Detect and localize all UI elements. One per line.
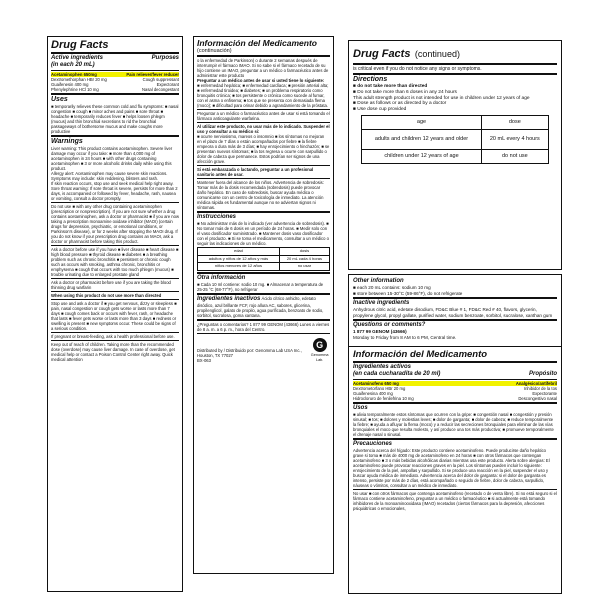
precauciones-text: Advertencia acerca del hígado: Este producto contiene acetaminofeno. Puede producirse daño hepático grave si toma ■ más de 4000 mg de acetaminofeno en 24 horas ■ con otros fármacos que contengan acetaminofeno ■ 3 o más bebidas alcohólicas diarias mientras usa este producto. Alerta sobre alergias: El acetaminofeno puede provocar reacciones graves en la piel. Los síntomas pueden incluir lo siguiente: enrojecimiento de la piel, ampollas y sarpullido. Si se produce una reacción en la piel, suspender el uso y buscar ayuda médica de inmediato. Advertencia acerca del dolor de garganta: si el dolor de garganta es intenso, persiste por más de 2 días, está acompañado o seguido de fiebre, dolor de cabeza, sarpullido, náuseas o vómitos, consultar a un médico de inmediato. <box>353 447 550 488</box>
ask-pharmacist: Preguntar a un médico o farmacéutico antes de usar si está tomando el fármaco anticoagulante warfarina. <box>197 111 330 121</box>
purposes-heading: Purposes <box>151 55 179 61</box>
keep-out-of-reach: Mantener fuera del alcance de los niños. Advertencia de sobredosis: Tomar más de la dosis recomendada (sobredosis) puede provocar daño hepático. En caso de sobredosis, buscar ayuda médica o comunicarse con un centro de toxicología de inmediato. La atención médica rápida es fundamental aunque no se adviertan signos ni síntomas. <box>197 180 324 210</box>
activos-heading: Ingredientes activos <box>353 363 412 370</box>
inactive-ingredients-text: Anhydrous citric acid, edetate disodium, FD&C Blue # 1, FD&C Red # 40, flavors, glycerin, propylene glycol, propyl gallate, purified water, sodium benzoate, sorbitol, sucralose, xanthan gum <box>353 307 553 318</box>
ingredient-name: Acetaminofeno 650 mg <box>353 380 399 386</box>
active-ingredient-row <box>51 87 179 92</box>
table-cell: children under 12 years of age <box>362 149 482 163</box>
active-ingredient-row <box>353 396 557 401</box>
info-medicamento-continuacion-panel <box>193 36 334 574</box>
ask-pharmacist: Ask a doctor or pharmacist before use if you are taking the blood thinning drug warfarin <box>51 280 171 290</box>
direction-item: ■ Use dose cup provided <box>353 107 407 113</box>
direction-item: ■ Dose as follows or as directed by a doctor <box>353 101 447 107</box>
drug-facts-other-info-panel <box>348 274 562 594</box>
divider <box>51 332 179 333</box>
table-row <box>198 255 330 263</box>
table-cell: no usar <box>279 263 329 271</box>
divider <box>51 245 179 246</box>
active-ingredients-heading: Active ingredients <box>51 55 104 61</box>
otra-info-heading: Otra información <box>197 274 246 281</box>
ingredient-purpose: Nasal decongestant <box>141 87 179 92</box>
divider <box>197 319 330 321</box>
genomma-logo-label: Genomma Lab. <box>310 352 329 362</box>
info-subtitle: (continuación) <box>197 48 232 54</box>
drug-facts-continued-label: (continued) <box>414 49 460 59</box>
divider <box>353 63 557 65</box>
ask-doctor: Ask a doctor before use if you have ■ liver disease ■ heart disease ■ high blood pressure ■ thyroid disease ■ diabetes ■ a breathing problem such as chronic bronchitis ■ persistent or chronic cough such as occurs with smoking, asthma chronic, bronchitis or emphysema ■ cough that occurs with too much phlegm (mucus) ■ trouble urinating due to enlarged prostate gland <box>51 247 179 277</box>
table-header-cell: dosis <box>279 248 329 256</box>
ingredient-name: Phenylephrine HCl 10 mg <box>51 87 99 92</box>
pregnant-warning: If pregnant or breast-feeding, ask a health professional before use. <box>51 334 175 339</box>
ingredient-purpose: Expectorante <box>532 390 557 396</box>
ingredient-name: Dextromethorphan HBr 20 mg <box>51 77 107 82</box>
dose-table <box>361 115 549 164</box>
divider <box>51 135 179 137</box>
direction-item: ■ Do not take more than 6 doses in any 24 hours <box>353 89 457 95</box>
ingredient-purpose: Expectorant <box>156 82 179 87</box>
inactivos-text: Ácido cítrico anhidro, edetato disódico, azul brillante FCF, rojo allura AC, sabores, glicerina, propilenglicol, galato de propilo, agua purificada, benzoato de sodio, sorbitol, sucralosa, goma xantana. <box>197 295 324 318</box>
table-cell: adultos y niños de 12 años y más <box>198 255 280 263</box>
table-row <box>362 149 549 163</box>
ask-doctor-list: ■ enfermedad hepática; ■ enfermedad cardíaca; ■ presión arterial alta; ■ enfermedad tiroidea; ■ diabetes; ■ un problema respiratorio como bronquitis crónica; ■ tos persistente o crónica como sucede al fumar, con el asma o enfisema; ■ tos que se presenta con demasiada flema (moco); ■ dificultad para orinar debido a agrandamiento de la próstata. <box>197 83 329 108</box>
questions-hours: Monday to Friday from 8 AM to 6 PM, Central time. <box>353 334 457 340</box>
intro-text: o la enfermedad de Parkinson) o durante 2 semanas después de interrumpir el fármaco IMAO. Si no sabe si el fármaco recetado de su hijo contiene un IMAO, preguntar a un médico o farmacéutico antes de administrar este producto <box>197 58 329 78</box>
ask-doctor-heading: Preguntar a un médico antes de usar si usted tiene lo siguiente: <box>197 78 325 83</box>
when-using-list: ■ ocurre nerviosismo, mareos o insomnio ■ los síntomas no mejoran en el plazo de 7 días o están acompañados por fiebre ■ la fiebre empeora o dura más de 3 días; ■ hay enrojecimiento o hinchazón; ■ se presentan nuevos síntomas; ■ la tos regresa u ocurre con sarpullido o dolor de cabeza que permanece. Estos podrían ser signos de una afección grave. <box>197 134 330 164</box>
instrucciones-heading: Instrucciones <box>197 214 237 220</box>
usos-heading: Usos <box>353 404 368 411</box>
active-ingredients-sub: (in each 20 mL) <box>51 62 95 68</box>
do-not-use: Do not use ■ with any other drug containing acetaminophen (prescription or nonprescription). If you are not sure whether a drug contains acetaminophen, ask a doctor or pharmacist ■ if you are now taking a prescription monoamine oxidase inhibitor (MAOI) (certain drugs for depression, psychiatric, or emotional conditions, or Parkinson's disease), or for 2 weeks after stopping the MAOI drug. If you do not know if your prescription drug contains an MAOI, ask a doctor or pharmacist before taking this product. <box>51 204 179 244</box>
direction-item: ■ do not take more than directed <box>353 84 428 89</box>
divider <box>197 165 330 166</box>
drug-facts-continued-panel <box>348 40 562 270</box>
proposito-heading: Propósito <box>529 370 557 377</box>
table-cell: 20 mL every 4 hours <box>481 129 548 149</box>
divider <box>197 293 330 295</box>
when-using-heading: Al utilizar este producto, no usar más de lo indicado. Suspender el uso y consultar a su médico si: <box>197 124 330 134</box>
dose-table <box>197 247 330 271</box>
pregnancy-warning: Si está embarazada o lactando, preguntar a un profesional sanitario antes de usar. <box>197 167 314 177</box>
inactive-ingredients-heading: Inactive ingredients <box>353 300 410 307</box>
info-medicamento-title: Información del Medicamento <box>353 348 488 360</box>
ingredient-purpose: Cough suppressant <box>142 77 179 82</box>
directions-heading: Directions <box>353 76 388 83</box>
ingredient-purpose: Descongestivo nasal <box>518 395 557 401</box>
questions-phone: 1 877 99 GENOM (43666) <box>353 329 407 335</box>
uses-text: ■ temporarily relieves these common cold and flu symptoms: ■ nasal congestion ■ cough ■ minor aches and pains ■ sore throat ■ headache ■ temporarily reduces fever ■ helps loosen phlegm (mucus) and thin bronchial secretions to rid the bronchial passageways of bothersome mucus and make coughs more productive <box>51 104 179 134</box>
inactivos-heading: Ingredientes inactivos <box>197 295 261 302</box>
ingredient-name: Guaifenesina 400 mg <box>353 390 393 396</box>
preguntas-text: ¿Preguntas o comentarios? 1 877 99 GENOM (43666) Lunes a viernes de 8 a. m. a 6 p. m., hora del Centro. <box>197 321 330 332</box>
divider <box>353 297 557 299</box>
divider <box>197 333 330 334</box>
drug-facts-title: Drug Facts <box>353 48 411 60</box>
table-cell: 20 mL cada 4 horas <box>279 255 329 263</box>
divider <box>353 361 557 363</box>
table-cell: do not use <box>481 149 548 163</box>
divider <box>197 211 330 213</box>
no-usar-text: No usar ■ con otros fármacos que contenga acetaminofeno (recetado o de venta libre). Si no está seguro si el fármaco contiene acetaminofeno, preguntar a un médico o farmacéutico ■ si actualmente está tomando inhibidores de la monoaminooxidasa (IMAO) recetados (ciertos fármacos para la depresión, afecciones psiquiátricas o emocionales, <box>353 490 557 511</box>
warnings-heading: Warnings <box>51 138 83 145</box>
ingredient-purpose: Pain reliever/fever reducer <box>126 72 179 77</box>
allergy-alert: Allergy alert: Acetaminophen may cause severe skin reactions. Symptoms may include: skin reddening, blisters and rash. <box>51 171 168 181</box>
divider <box>353 319 557 321</box>
divider <box>51 278 179 279</box>
precauciones-heading: Precauciones <box>353 440 393 447</box>
active-ingredients-header <box>51 55 179 69</box>
divider <box>197 109 330 110</box>
questions-heading: Questions or comments? <box>353 322 426 329</box>
divider <box>197 122 330 123</box>
instrucciones-text: ■ No administrar más de lo indicado (ver advertencia de sobredosis). ■ No tomar más de 6 dosis en un período de 24 horas. ■ Medir solo con el vaso dosificador suministrado. ■ Mantener dosis vaso dosificador con el producto. ■ Si se toma el medicamento, consultar a un médico o seguir las indicaciones de un médico. <box>197 221 329 246</box>
other-info-heading: Other information <box>353 278 404 284</box>
activos-subheading: (en cada cucharadita de 20 ml) <box>353 370 441 377</box>
table-header-cell: edad <box>198 248 280 256</box>
ingredient-purpose: Inhibidor de la tos <box>523 385 557 391</box>
divider <box>353 438 557 440</box>
divider <box>51 93 179 95</box>
other-info-item: ■ each 20 mL contains: sodium 10 mg <box>353 285 431 290</box>
usos-text: ■ alivia temporalmente estos síntomas que ocurren con la gripe: ■ congestión nasal ■ congestión y presión sinusal; ■ tos; ■ dolores y molestias leves; ■ dolor de garganta; ■ dolor de cabeza; ■ reduce temporalmente la fiebre; ■ ayuda a afluyar la flema (moco) y a reducir las secreciones bronquiales para eliminar de las vías bronquiales el moco que resulta molesto, y así produce una tos más productiva; ■ promueve temporalmente el drenaje nasal o sinusal. <box>353 411 554 437</box>
ingredient-name: Guaifenesin 400 mg <box>51 82 89 87</box>
genomma-logo-icon: G <box>313 338 327 352</box>
divider <box>353 73 557 75</box>
divider <box>51 299 179 300</box>
info-title: Información del Medicamento <box>197 38 317 48</box>
skin-reaction-warning: If skin reaction occurs, stop use and seek medical help right away. Sore throat warning: If sore throat is severe, persists for more than 2 days, is accompanied or followed by fever, headache, rash, nausea or vomiting, consult a doctor promptly. <box>51 181 178 201</box>
otra-info-text: ■ Cada 10 ml contiene: sodio 10 mg. ■ Almacenar a temperatura de 25-25 °C (68-77°F), no refrigerar <box>197 281 324 292</box>
when-using: When using this product do not use more than directed <box>51 293 162 298</box>
table-cell: adults and children 12 years and older <box>362 129 482 149</box>
ingredient-name: Hidrocloruro de fenilefrina 10 mg <box>353 395 414 401</box>
keep-out-of-reach: Keep out of reach of children. Taking more than the recommended dose (overdose) may cause liver damage. In case of overdose, get medical help or contact a Poison Control Center right away. Quick medical attention <box>51 342 175 362</box>
table-cell: niños menores de 12 años <box>198 263 280 271</box>
divider <box>353 402 557 404</box>
divider <box>353 489 557 490</box>
ingredient-name: Acetaminophen 650mg <box>51 72 97 77</box>
divider <box>353 379 557 380</box>
product-code: BX-063 <box>197 357 211 363</box>
ingredient-purpose: Analgésico/antifebril <box>515 380 557 386</box>
stop-use: Stop use and ask a doctor if ■ you get nervous, dizzy or sleepless ■ pain, nasal congestion or cough gets worse or lasts more than 7 days ■ cough comes back or occurs with fever, rash, or headache that lasts ■ fever gets worse or lasts more than 3 days ■ redness or swelling is present ■ new symptoms occur. These could be signs of a serious condition. <box>51 301 177 331</box>
drug-facts-panel-1 <box>47 36 183 592</box>
table-header-cell: age <box>362 115 482 129</box>
ingredient-name: Dextrometorfano HBr 20 mg <box>353 385 406 391</box>
divider <box>197 55 330 57</box>
direction-item: This adult strength product is not intended for use in children under 12 years of age <box>353 95 530 101</box>
intro-text: is critical even if you do not notice any signs or symptoms. <box>353 66 482 72</box>
drug-facts-title: Drug Facts <box>51 39 109 51</box>
divider <box>51 202 179 203</box>
other-info-item: ■ store between 15-30°C (59-86°F), do not refrigerate <box>353 290 463 296</box>
liver-warning: Liver warning: This product contains acetaminophen. Severe liver damage may occur if you take: ■ more than 4,000 mg of acetaminophen in 24 hours ■ with other drugs containing acetaminophen ■ 3 or more alcoholic drinks daily while using this product. <box>51 146 173 171</box>
uses-heading: Uses <box>51 96 68 103</box>
divider <box>51 52 179 54</box>
table-row <box>362 129 549 149</box>
divider <box>51 70 179 71</box>
divider <box>197 272 330 274</box>
table-header-cell: dose <box>481 115 548 129</box>
divider <box>197 178 330 179</box>
table-row <box>198 263 330 271</box>
divider <box>51 340 179 341</box>
distributor-text: Distributed by / Distribuido por: Genomma Lab USA Inc., Houston, TX 77027 <box>197 347 302 358</box>
divider <box>51 291 179 292</box>
